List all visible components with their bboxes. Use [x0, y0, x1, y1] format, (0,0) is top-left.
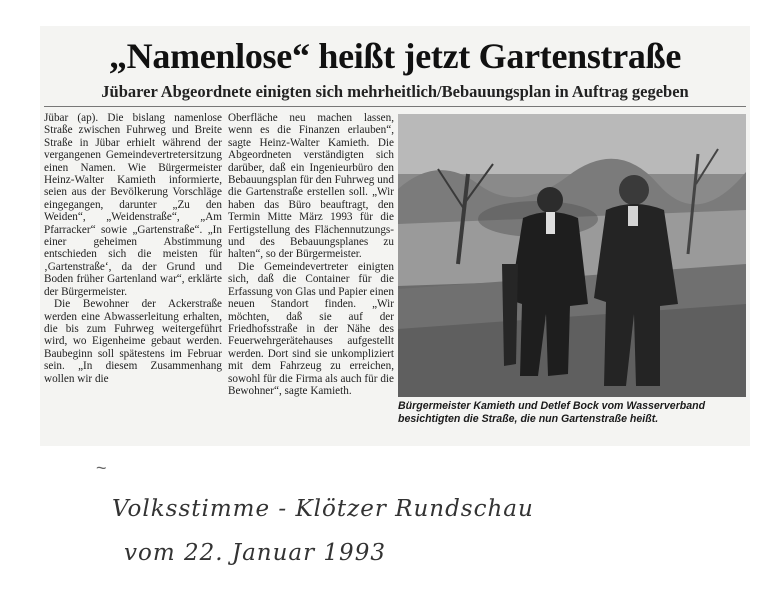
news-photo — [398, 114, 746, 397]
subheadline: Jübarer Abgeordnete einigten sich mehrheitlich/Bebauungsplan in Auftrag gegeben — [101, 82, 689, 101]
article-column-2 — [228, 112, 394, 397]
newspaper-clipping — [40, 26, 750, 478]
headline: „Namenlose“ heißt jetzt Gartenstraße — [108, 36, 682, 76]
photo-caption: Bürgermeister Kamieth und Detlef Bock vom Wasserverband besichtigten die Straße, die nun Gartenstraße heißt. — [398, 400, 706, 425]
paragraph: Die Gemeindevertreter einigten sich, daß die Container für die Erfassung von Glas und Papier einen neuen Standort finden. „Wir möchten, daß sie auf der Friedhofsstraße in der Nähe des Feuerwehrgerätehauses aufgestellt werden. Dort sind sie unkompliziert mit dem Fahrzeug zu erreichen, sowohl für die Firma als auch für die Bewohner“, sagte Kamieth. — [228, 260, 394, 397]
handwritten-date: vom 22. Januar 1993 — [124, 540, 386, 566]
divider — [44, 106, 746, 107]
handwritten-source: Volksstimme - Klötzer Rundschau — [112, 496, 534, 522]
paragraph: Jübar (ap). Die bislang namenlose Straße zwischen Fuhrweg und Breite Straße in Jübar erhielt während der vergangenen Gemeindevertretersitzung einen Namen. Wie Bürgermeister Heinz-Walter Kamieth informierte, seien aus der Bevölkerung Vorschläge eingegangen, darunter „Zu den Weiden“, „Weidenstraße“, „Am Pfarracker“ sowie „Gartenstraße“. „In einer geheimen Abstimmung entschieden sich die meisten für ‚Gartenstraße‘, da der Grund und Boden früher Gartenland war“, erklärte der Bürgermeister. — [44, 112, 222, 298]
paragraph: Die Bewohner der Ackerstraße werden eine Abwasserleitung erhalten, die bis zum Fuhrweg weitergeführt wird, wo Eigenheime gebaut werden. Baubeginn soll spätestens im Februar sein. „In diesem Zusammenhang wollen wir die — [44, 298, 222, 385]
paragraph: Oberfläche neu machen lassen, wenn es die Finanzen erlauben“, sagte Heinz-Walter Kamieth. Die Abgeordneten verständigten sich darüber, daß ein Ingenieurbüro den Bebauungsplan für den Fuhrweg und die Gartenstraße erstellen soll. „Wir haben das Büro beauftragt, den Termin Mitte März 1993 für die Fertigstellung des Flächennutzungs- und des Bebauungsplanes zu halten“, so der Bürgermeister. — [228, 112, 394, 261]
continuation-mark: ~ — [96, 458, 107, 478]
article-column-1 — [44, 112, 222, 385]
photo-two-men-on-street — [398, 114, 746, 397]
